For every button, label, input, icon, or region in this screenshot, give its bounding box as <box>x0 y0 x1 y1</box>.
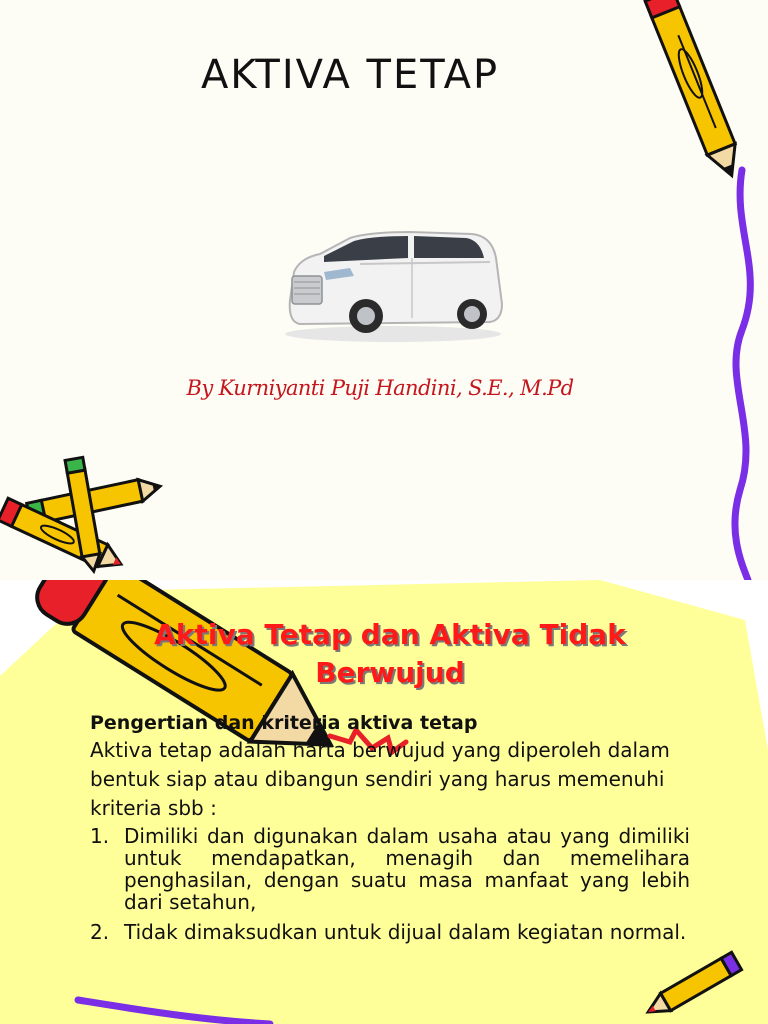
list-item <box>90 921 690 943</box>
slide-title: AKTIVA TETAP <box>200 52 500 98</box>
list-number: 2. <box>90 920 110 944</box>
criteria-list <box>90 825 690 943</box>
list-item <box>90 825 690 913</box>
list-text: Tidak dimaksudkan untuk dijual dalam kegiatan normal. <box>124 920 687 944</box>
list-text: Dimiliki dan digunakan dalam usaha atau yang dimiliki untuk mendapatkan, menagih dan memelihara penghasilan, dengan suatu masa manfaat yang lebih dari setahun, <box>124 824 690 914</box>
slide-title: Aktiva Tetap dan Aktiva Tidak Berwujud <box>154 618 626 689</box>
slide-body <box>90 710 690 951</box>
purple-wave-border <box>735 170 750 580</box>
author-byline: By Kurniyanti Puji Handini, S.E., M.Pd <box>186 376 574 400</box>
slide-2 <box>0 580 768 1024</box>
section-heading: Pengertian dan kriteria aktiva tetap <box>90 712 478 734</box>
definition-paragraph: Aktiva tetap adalah harta berwujud yang diperoleh dalam bentuk siap atau dibangun sendiri yang harus memenuhi kriteria sbb : <box>90 738 670 820</box>
list-number: 1. <box>90 824 110 848</box>
car-image <box>280 228 506 346</box>
